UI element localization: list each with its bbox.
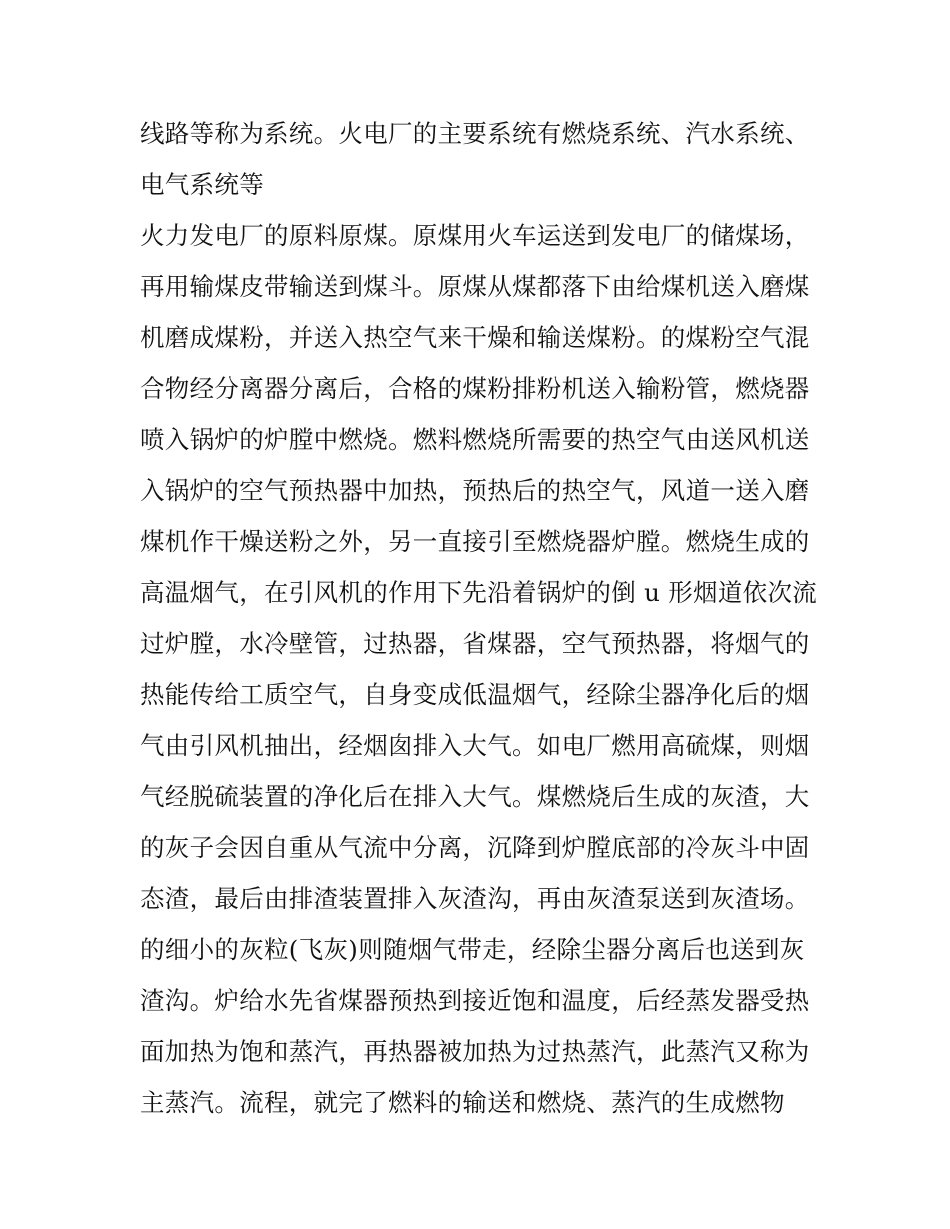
text-line: 线路等称为系统。火电厂的主要系统有燃烧系统、汽水系统、 (140, 119, 810, 148)
text-line: 合物经分离器分离后，合格的煤粉排粉机送入输粉管，燃烧器 (140, 374, 810, 403)
text-line: 热能传给工质空气，自身变成低温烟气，经除尘器净化后的烟 (140, 680, 810, 709)
text-line: 过炉膛，水冷壁管，过热器，省煤器，空气预热器，将烟气的 (140, 629, 810, 658)
text-line: 高温烟气，在引风机的作用下先沿着锅炉的倒 u 形烟道依次流 (140, 578, 818, 607)
text-line: 电气系统等 (140, 170, 264, 199)
text-line: 主蒸汽。流程，就完了燃料的输送和燃烧、蒸汽的生成燃物 (140, 1088, 785, 1117)
text-line: 煤机作干燥送粉之外，另一直接引至燃烧器炉膛。燃烧生成的 (140, 527, 810, 556)
text-line: 再用输煤皮带输送到煤斗。原煤从煤都落下由给煤机送入磨煤 (140, 272, 810, 301)
paragraph-1 (140, 108, 820, 210)
body-text (140, 108, 820, 1128)
text-line: 火力发电厂的原料原煤。原煤用火车运送到发电厂的储煤场， (140, 221, 810, 250)
text-line: 气由引风机抽出，经烟囱排入大气。如电厂燃用高硫煤，则烟 (140, 731, 810, 760)
text-line: 入锅炉的空气预热器中加热，预热后的热空气，风道一送入磨 (140, 476, 810, 505)
text-line: 态渣，最后由排渣装置排入灰渣沟，再由灰渣泵送到灰渣场。 (140, 884, 810, 913)
text-line: 的细小的灰粒(飞灰)则随烟气带走，经除尘器分离后也送到灰 (140, 935, 805, 964)
paragraph-2 (140, 210, 820, 1128)
text-line: 面加热为饱和蒸汽，再热器被加热为过热蒸汽，此蒸汽又称为 (140, 1037, 810, 1066)
text-line: 气经脱硫装置的净化后在排入大气。煤燃烧后生成的灰渣，大 (140, 782, 810, 811)
text-line: 渣沟。炉给水先省煤器预热到接近饱和温度，后经蒸发器受热 (140, 986, 810, 1015)
text-line: 喷入锅炉的炉膛中燃烧。燃料燃烧所需要的热空气由送风机送 (140, 425, 810, 454)
text-line: 的灰子会因自重从气流中分离，沉降到炉膛底部的冷灰斗中固 (140, 833, 810, 862)
text-line: 机磨成煤粉，并送入热空气来干燥和输送煤粉。的煤粉空气混 (140, 323, 810, 352)
